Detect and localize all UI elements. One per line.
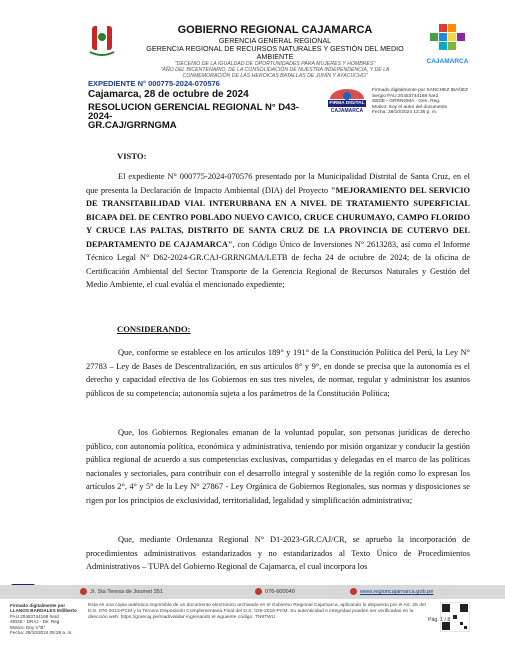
paragraph-2 (86, 346, 470, 400)
left-signature-block (10, 603, 82, 635)
logo-caption: CAJAMARCA (426, 58, 469, 65)
paragraph-3-text: Que, los Gobiernos Regionales emanan de la voluntad popular, son personas jurídicas de derecho público, con autonomía política, económica y administrativa, teniendo por misión organizar y conducir la gestión pública regional de acuerdo a sus competencias exclusivas, compartidas y delegadas en el marco de las políticas nacionales y sectoriales, para contribuir con el desarrollo integral y sostenible de la región como lo expresan los artículos 2°, 4° y 5° de la Ley N° 27867 - Ley Orgánica de Gobiernos Regionales, sus normas y disposiciones se rigen por los principios de exclusividad, territorialidad, legalidad y simplificación administrativa; (86, 428, 470, 505)
paragraph-visto (86, 170, 470, 292)
peru-crest-logo (88, 22, 116, 56)
header-line-2: GERENCIA REGIONAL DE RECURSOS NATURALES Y GESTIÓN DEL MEDIO (146, 44, 404, 53)
resolution-title-line-2: GR.CAJ/GRRNGMA (88, 120, 177, 131)
web-link[interactable]: www.regioncajamarca.gob.pe (360, 588, 434, 595)
motto-line-2: "AÑO DEL BICENTENARIO, DE LA CONSOLIDACIÓN DE NUESTRA INDEPENDENCIA, Y DE LA (160, 67, 390, 73)
cajamarca-logo (420, 22, 475, 65)
resolution-title-line-1: RESOLUCION GERENCIAL REGIONAL N° D43-2024- (88, 102, 299, 122)
visto-heading: VISTO: (117, 151, 147, 161)
signature-line: Motivo: Soy el autor del documento (372, 104, 448, 110)
visto-text-continued: , con Código Único de Inversiones N° 2613283, así como el Informe Técnico Legal N° D62-2024-GR.CAJ-GRRNGMA/LETB de fecha 24 de octubre de 2024; de la oficina de Certificación Ambiental del Sector Transporte de la Gerencia Regional de Recursos Naturales y Gestión del Medio Ambiente, el cual evalúa el mencionado expediente; (86, 239, 470, 289)
seal-sub: CAJAMARCA (330, 108, 364, 114)
signature-line: Sergio FAU 20453744168 hard (372, 93, 439, 99)
authenticity-disclaimer: Esta es una copia auténtica imprimible de un documento electrónico archivado en el Gobierno Regional Cajamarca, aplicando lo dispuesto por el Art. 25 del D.S. 070-2013-PCM y la Tercera Disposición Complementaria Final del D.S. 026-2016-PCM. Su autenticidad e integridad pueden ser verificadas en la dirección web: https://gorecaj.pe/mad/validar ingresando el siguiente código: TN9TWU (88, 603, 426, 620)
footer-web (350, 588, 433, 595)
visto-text: El expediente N° 000775-2024-070576 presentado por la Municipalidad Distrital de Santa Cruz, en el que presenta la Declaración de Impacto Ambiental (DIA) del Proyecto (86, 172, 470, 195)
motto-line-3: CONMEMORACIÓN DE LAS HEROICAS BATALLAS DE JUNÍN Y AYACUCHO" (182, 73, 368, 79)
left-signature-line: Firmado digitalmente por (10, 603, 66, 608)
signature-line: SEDE - GRRNGMA - Gen. Reg. (372, 99, 441, 105)
digital-signature-seal (326, 87, 368, 117)
left-signature-line: LLANOS BARDALES Edilberto (10, 608, 77, 614)
seal-label: FIRMA DIGITAL (329, 101, 365, 106)
left-signature-line: Motivo: Doy V°B° (10, 624, 46, 630)
phone-text: 076-600040 (265, 588, 295, 595)
left-signature-line: FAU 20453744168 hard (10, 613, 59, 619)
paragraph-4 (86, 533, 470, 587)
signature-details (372, 88, 497, 116)
header-line-3: AMBIENTE (256, 52, 294, 61)
header-title: GOBIERNO REGIONAL CAJAMARCA (177, 24, 373, 36)
footer-address (80, 588, 163, 595)
phone-icon (255, 588, 262, 595)
header-line-1: GERENCIA GENERAL REGIONAL (218, 36, 332, 45)
motto-line-1: "DECENIO DE LA IGUALDAD DE OPORTUNIDADES PARA MUJERES Y HOMBRES" (174, 61, 376, 67)
signature-line: Firmado digitalmente por SANCHEZ IBAÑEZ (372, 88, 468, 93)
address-text: Jr. Sta Teresa de Journet 351 (90, 588, 163, 595)
signature-line: Fecha: 28/10/2024 12:36 p. m. (372, 110, 438, 116)
globe-icon (350, 588, 357, 595)
page-number: Pág. 1 / 8 (428, 617, 451, 623)
paragraph-4-text: Que, mediante Ordenanza Regional N° D1-2023-GR.CAJ/CR, se aprueba la incorporación de procedimientos administrativos estandarizados y no estandarizados al Texto Único de Procedimientos Administrativos – TUPA del Gobierno Regional de Cajamarca, el cual incorpora los (86, 535, 470, 571)
left-signature-line: SEDE - DRAJ - Dir. Reg. (10, 619, 61, 625)
document-date: Cajamarca, 28 de octubre de 2024 (88, 89, 249, 100)
expediente-number: EXPEDIENTE N° 000775-2024-070576 (88, 79, 220, 88)
paragraph-3 (86, 426, 470, 507)
location-icon (80, 588, 87, 595)
left-signature-line: Fecha: 28/10/2024 09:28 a. m. (10, 630, 73, 636)
paragraph-2-text: Que, conforme se establece en los artículos 189° y 191° de la Constitución Política del Perú, la Ley N° 27783 – Ley de Bases de Descentralización, en sus artículos 8° y 9°, en donde se precisa que la autonomía es el derecho y capacidad efectiva de los Gobiernos en sus tres niveles, de normar, regular y administrar los asuntos públicos de su competencia; autonomía sujeta a los parámetros de la Constitución Política; (86, 348, 470, 398)
footer-phone (255, 588, 295, 595)
project-name: "MEJORAMIENTO DEL SERVICIO DE TRANSITABILIDAD VIAL INTERURBANA EN A NIVEL DE TRATAMIENTO SUPERFICIAL BICAPA DEL DE CENTRO POBLADO NUEVO CAVICO, CRUCE CHURUMAYO, CAMPO FLORIDO Y CRUCE LAS PALTAS, DISTRITO DE SANTA CRUZ DE LA PROVINCIA DE CUTERVO DEL DEPARTAMENTO DE CAJAMARCA" (86, 185, 470, 249)
considerando-heading: CONSIDERANDO: (117, 324, 191, 334)
resolution-title (88, 103, 318, 130)
